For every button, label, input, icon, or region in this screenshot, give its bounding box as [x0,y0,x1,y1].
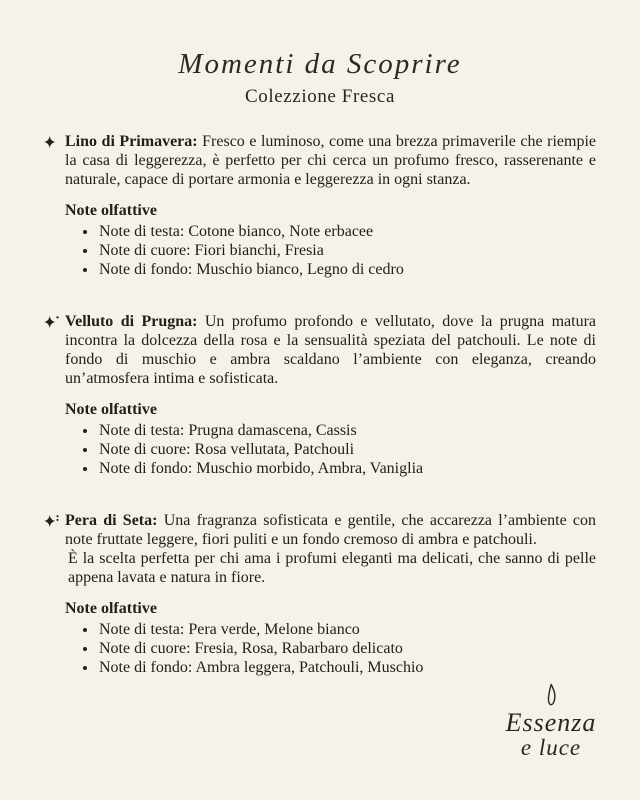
page-subtitle: Colezzione Fresca [244,86,395,107]
fragrance-section-velluto-di-prugna [44,312,596,478]
note-item: • Note di testa: Prugna damascena, Cassis [98,421,596,440]
note-item: • Note di testa: Pera verde, Melone bianco [98,620,596,639]
note-item: • Note di testa: Cotone bianco, Note erbacee [98,222,596,241]
fragrance-section-pera-di-seta [44,511,596,677]
note-item: • Note di cuore: Rosa vellutata, Patchouli [98,440,596,459]
notes-heading: Note olfattive [65,202,157,219]
four-point-star-icon [44,135,65,149]
fragrance-list [44,132,596,677]
notes-heading: Note olfattive [65,401,157,418]
fragrance-description-text: Una fragranza sofisticata e gentile, che accarezza l’ambiente con note fruttate leggere, fiori puliti e un fondo cremoso di ambra e patchouli. [65,512,597,548]
notes-list [65,620,596,677]
notes-list [65,421,596,478]
fragrance-section-lino-di-primavera [44,132,596,279]
fragrance-description [65,312,596,388]
fragrance-name: Pera di Seta: [65,512,158,529]
note-item: • Note di fondo: Ambra leggera, Patchouli, Muschio [98,658,596,677]
brand-name-line1: Essenza [505,708,597,737]
fragrance-content [65,132,596,279]
note-item: • Note di fondo: Muschio morbido, Ambra, Vaniglia [98,459,596,478]
notes-heading: Note olfattive [65,600,157,617]
flame-icon [488,683,614,709]
note-item: • Note di cuore: Fiori bianchi, Fresia [98,241,596,260]
fragrance-content [65,312,596,478]
fragrance-name: Velluto di Prugna: [65,313,198,330]
fragrance-description-text: Fresco e luminoso, come una brezza primaverile che riempie la casa di leggerezza, è perfetto per chi cerca un profumo fresco, rasserenante e naturale, capace di portare armonia e leggerezza in ogni stanza. [65,133,596,188]
fragrance-description-text: Un profumo profondo e vellutato, dove la prugna matura incontra la dolcezza della rosa e la sensualità speziata del patchouli. Le note di fondo di muschio e ambra scaldano l’ambiente con eleganza, creando un’atmosfera intima e sofisticata. [65,313,597,387]
note-item: • Note di cuore: Fresia, Rosa, Rabarbaro delicato [98,639,596,658]
four-point-star-one-dot-icon [44,315,65,329]
brand-logo [488,683,614,760]
header [44,48,596,108]
page-title: Momenti da Scoprire [178,48,462,80]
four-point-star-two-dots-icon [44,514,65,528]
fragrance-description [65,511,596,549]
fragrance-description-secondary: È la scelta perfetta per chi ama i profumi eleganti ma delicati, che sanno di pelle appena lavata e natura in fiore. [68,550,596,586]
brand-name-line2: e luce [520,735,582,760]
fragrance-name: Lino di Primavera: [65,133,198,150]
fragrance-description [65,132,596,189]
fragrance-content [65,511,596,677]
notes-list [65,222,596,279]
note-item: • Note di fondo: Muschio bianco, Legno di cedro [98,260,596,279]
